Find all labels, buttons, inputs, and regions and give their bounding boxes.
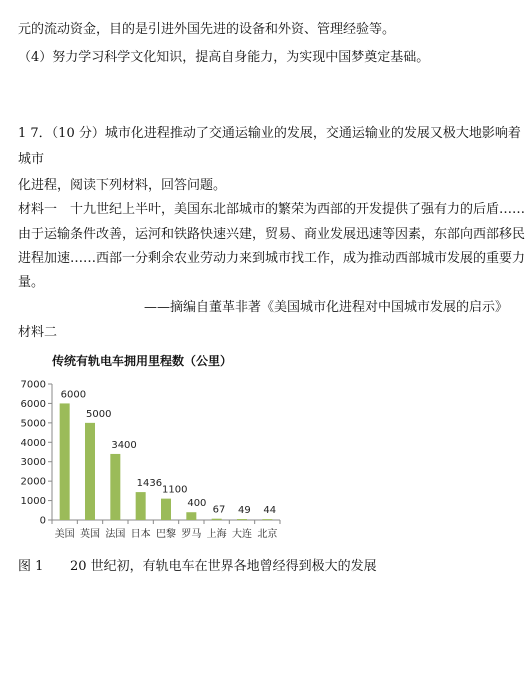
material-1-line-2: 由于运输条件改善，运河和铁路快速兴建，贸易、商业发展迅速等因素，东部向西部移民: [18, 227, 526, 242]
question-17-line-3: 化进程，阅读下列材料，回答问题。: [18, 178, 227, 193]
x-tick-label: 巴黎: [156, 529, 176, 540]
bar: [212, 519, 222, 520]
material-1-line-4: 量。: [18, 275, 45, 290]
figure-caption-text: 20 世纪初，有轨电车在世界各地曾经得到极大的发展: [70, 559, 377, 574]
x-tick-label: 上海: [206, 529, 227, 540]
x-tick-label: 大连: [232, 529, 252, 540]
question-17-line-1: 1 7．（10 分）城市化进程推动了交通运输业的发展，交通运输业的发展又极大地影响着: [18, 126, 521, 141]
y-tick-label: 7000: [20, 379, 46, 391]
y-tick-label: 2000: [20, 476, 46, 488]
chart-title: 传统有轨电车拥用里程数（公里）: [52, 354, 233, 368]
material-1-line-1: 材料一 十九世纪上半叶，美国东北部城市的繁荣为西部的开发提供了强有力的后盾……: [18, 202, 526, 217]
data-label: 44: [263, 505, 277, 517]
y-tick-label: 0: [39, 515, 46, 527]
data-label: 6000: [60, 389, 87, 401]
text-line-2: （4）努力学习科学文化知识，提高自身能力，为实现中国梦奠定基础。: [18, 50, 430, 65]
y-tick-label: 1000: [20, 496, 46, 508]
data-label: 5000: [86, 408, 112, 420]
x-tick-label: 罗马: [181, 529, 202, 540]
x-tick-label: 日本: [130, 529, 151, 540]
figure-caption: [18, 555, 377, 574]
data-label: 67: [212, 504, 226, 516]
x-tick-label: 美国: [54, 529, 75, 540]
x-tick-label: 法国: [105, 529, 126, 540]
bar: [85, 423, 95, 520]
material-2-label: 材料二: [18, 325, 58, 340]
x-tick-label: 北京: [257, 529, 278, 540]
bar: [237, 519, 247, 520]
bar: [60, 403, 70, 520]
data-label: 1100: [162, 484, 188, 496]
data-label: 3400: [111, 439, 137, 451]
y-tick-label: 5000: [20, 418, 46, 430]
figure-number: 图 1: [18, 559, 44, 574]
x-tick-label: 英国: [80, 529, 100, 540]
bar: [136, 492, 146, 520]
data-label: 1436: [136, 478, 163, 490]
bar: [186, 512, 196, 520]
y-tick-label: 4000: [20, 437, 46, 449]
y-tick-label: 3000: [20, 457, 46, 469]
question-17-line-2: 城市: [18, 152, 45, 167]
data-label: 49: [238, 505, 251, 517]
bar: [262, 519, 272, 520]
material-1-source: ——摘编自董革非著《美国城市化进程对中国城市发展的启示》: [143, 300, 508, 315]
text-line-1: 元的流动资金，目的是引进外国先进的设备和外资、管理经验等。: [18, 22, 396, 37]
bar: [161, 499, 171, 520]
data-label: 400: [187, 498, 207, 510]
bar: [110, 454, 120, 520]
y-tick-label: 6000: [20, 398, 46, 410]
bar-chart: [0, 370, 300, 545]
material-1-line-3: 进程加速……西部一分剩余农业劳动力来到城市找工作，成为推动西部城市发展的重要力: [18, 251, 526, 266]
